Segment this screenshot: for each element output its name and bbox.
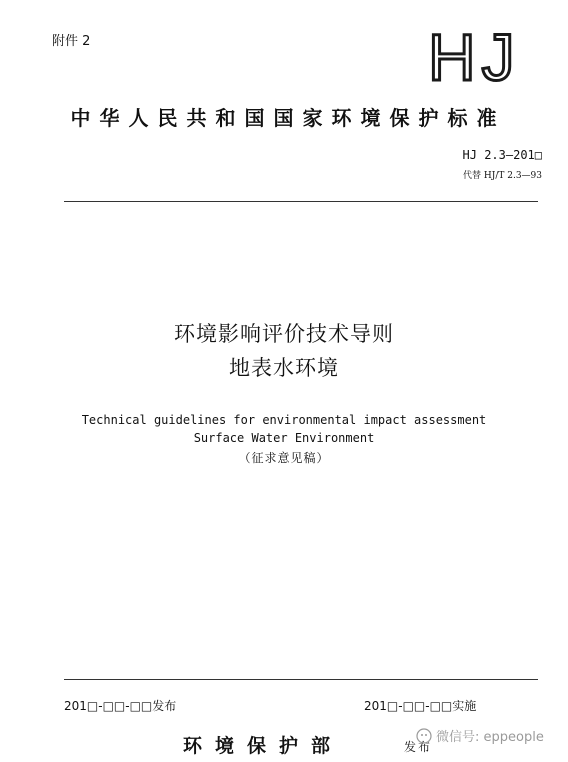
document-title-cn-line1: 环境影响评价技术导则 [174,322,394,346]
watermark-text: 微信号: eppeople [436,730,544,745]
hj-logo: HJ [428,20,521,94]
standard-code: HJ 2.3—201□ [462,148,542,162]
document-title-en-line1: Technical guidelines for environmental impact assessment [81,413,487,427]
attachment-label: 附件 2 [52,34,91,49]
standard-category-title: 中华人民共和国国家环境保护标准 [70,106,506,130]
document-title-cn-line2: 地表水环境 [229,356,339,380]
issue-date: 201□-□□-□□发布 [64,699,177,713]
document-title-en-line2: Surface Water Environment [193,431,375,445]
bottom-divider [64,679,538,680]
replaces-code: 代替 HJ/T 2.3—93 [463,171,542,181]
issue-label: 发布 [404,740,433,754]
issuing-authority: 环境保护部 [183,735,344,757]
wechat-watermark [416,726,544,745]
top-divider [64,201,538,202]
effective-date: 201□-□□-□□实施 [364,699,477,713]
draft-status-note: （征求意见稿） [238,451,330,465]
wechat-icon [416,728,432,744]
